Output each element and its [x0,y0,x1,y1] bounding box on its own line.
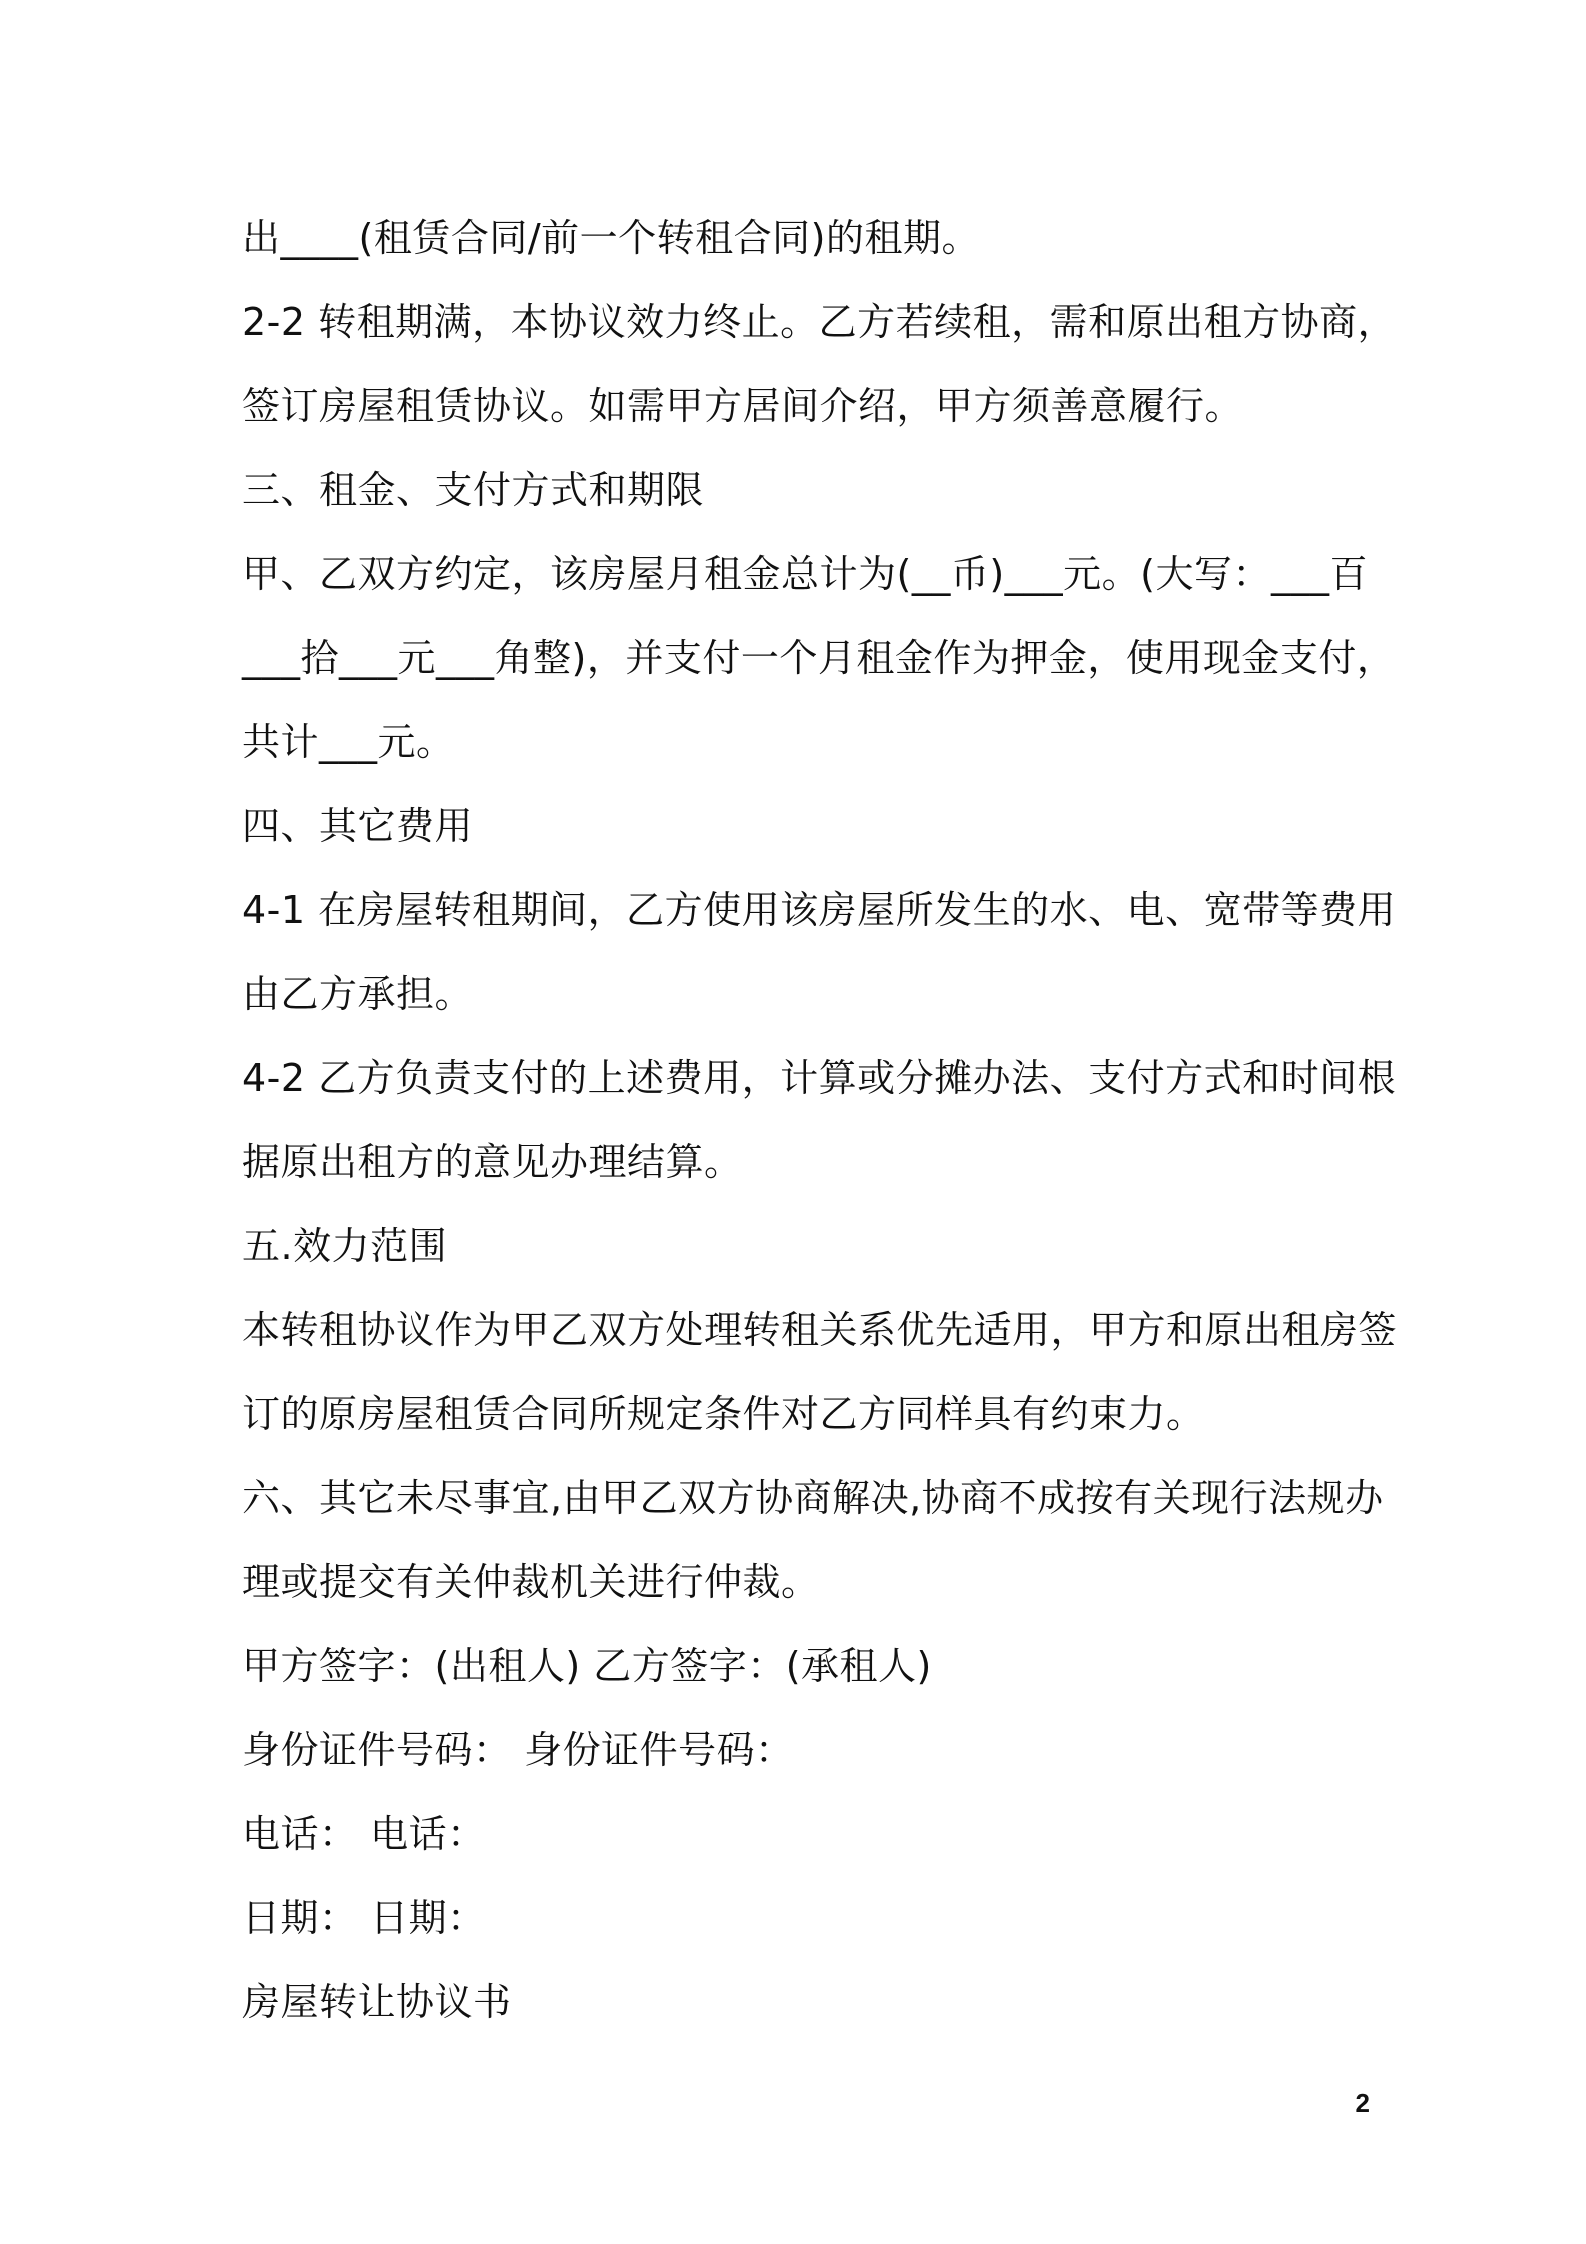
text-line: 六、其它未尽事宜,由甲乙双方协商解决,协商不成按有关现行法规办 [242,1476,1384,1520]
section-heading: 三、租金、支付方式和期限 [242,468,705,512]
text-line: 本转租协议作为甲乙双方处理转租关系优先适用，甲方和原出租房签 [242,1308,1398,1352]
text-line: 甲、乙双方约定，该房屋月租金总计为(__币)___元。(大写：___百 [242,552,1368,596]
text-line: 出____(租赁合同/前一个转租合同)的租期。 [242,216,980,260]
text-line: 由乙方承担。 [242,972,474,1016]
text-line: 4-1 在房屋转租期间，乙方使用该房屋所发生的水、电、宽带等费用 [242,888,1397,932]
signature-line: 甲方签字：(出租人) 乙方签字：(承租人) [242,1644,932,1688]
text-line: ___拾___元___角整)，并支付一个月租金作为押金，使用现金支付， [242,636,1396,680]
text-line: 签订房屋租赁协议。如需甲方居间介绍，甲方须善意履行。 [242,384,1244,428]
page-number: 2 [1355,2088,1370,2118]
text-line: 据原出租方的意见办理结算。 [242,1140,743,1184]
id-number-line: 身份证件号码： 身份证件号码： [242,1728,794,1772]
section-heading: 四、其它费用 [242,804,474,848]
text-line: 理或提交有关仲裁机关进行仲裁。 [242,1560,820,1604]
date-line: 日期： 日期： [242,1896,486,1940]
document-body [242,196,1398,2044]
document-title: 房屋转让协议书 [242,1980,512,2024]
text-line: 2-2 转租期满，本协议效力终止。乙方若续租，需和原出租方协商， [242,300,1397,344]
text-line: 订的原房屋租赁合同所规定条件对乙方同样具有约束力。 [242,1392,1205,1436]
section-heading: 五.效力范围 [242,1224,448,1268]
text-line: 共计___元。 [242,720,455,764]
phone-line: 电话： 电话： [242,1812,486,1856]
text-line: 4-2 乙方负责支付的上述费用，计算或分摊办法、支付方式和时间根 [242,1056,1397,1100]
